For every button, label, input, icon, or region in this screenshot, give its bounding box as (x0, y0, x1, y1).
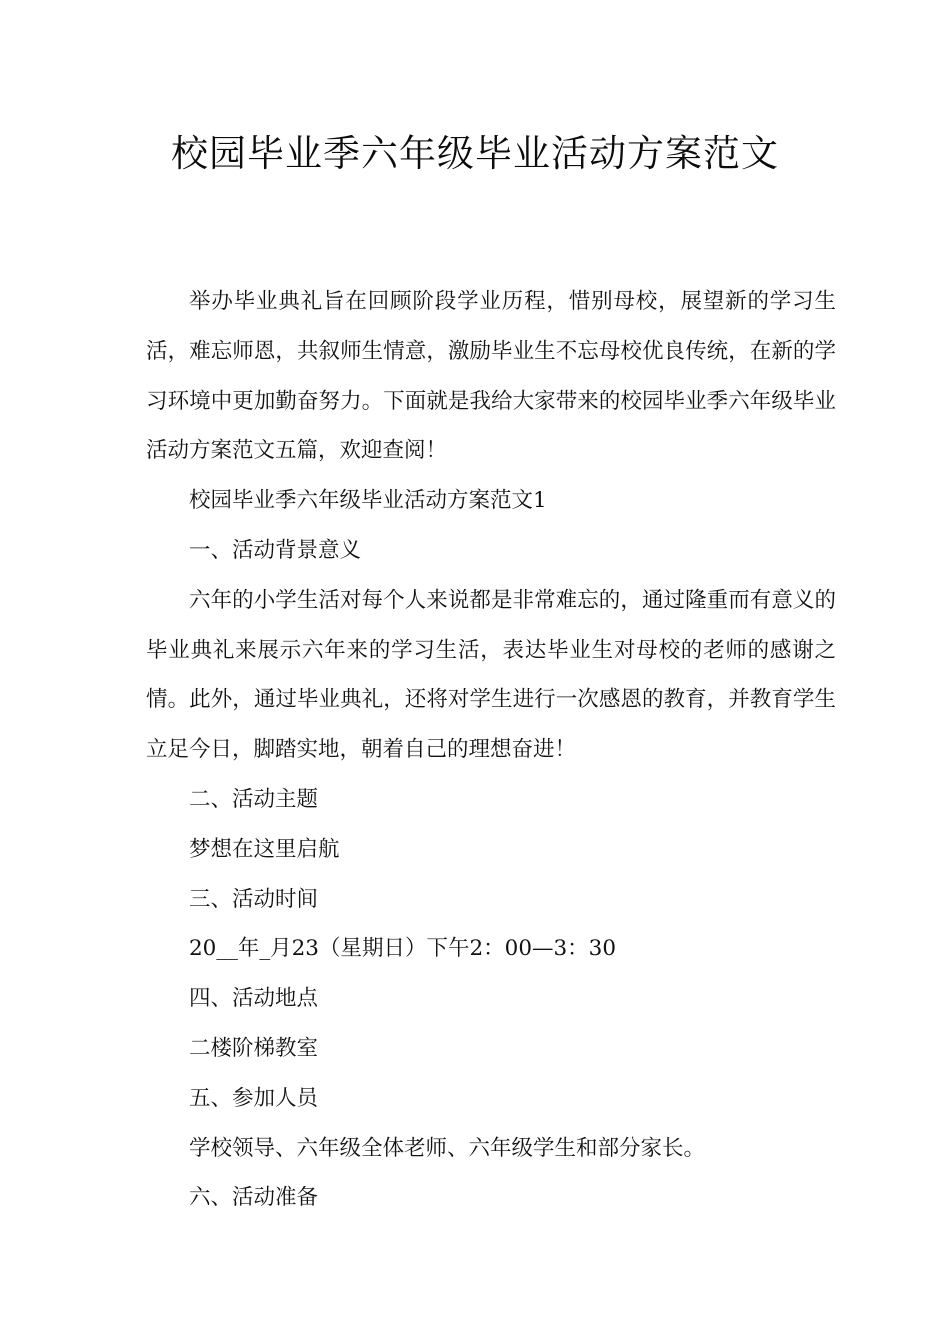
section-heading-location: 四、活动地点 (189, 986, 319, 1012)
location-text: 二楼阶梯教室 (189, 1035, 319, 1061)
article-subtitle: 校园毕业季六年级毕业活动方案范文1 (189, 488, 547, 514)
section-heading-background: 一、活动背景意义 (189, 537, 362, 563)
document-body (146, 277, 836, 1223)
section-heading-time: 三、活动时间 (189, 886, 319, 912)
theme-text: 梦想在这里启航 (189, 836, 340, 862)
participants-text: 学校领导、六年级全体老师、六年级学生和部分家长。 (189, 1135, 706, 1161)
section-heading-participants: 五、参加人员 (189, 1085, 319, 1111)
document-title: 校园毕业季六年级毕业活动方案范文 (171, 132, 779, 175)
section-heading-theme: 二、活动主题 (189, 786, 319, 812)
background-paragraph: 六年的小学生活对每个人来说都是非常难忘的，通过隆重而有意义的毕业典礼来展示六年来的学习生活，表达毕业生对母校的老师的感谢之情。此外，通过毕业典礼，还将对学生进行一次感恩的教育，并教育学生立足今日，脚踏实地，朝着自己的理想奋进！ (146, 587, 836, 763)
time-text: 20__年_月23（星期日）下午2：00—3：30 (189, 936, 617, 962)
section-heading-preparation: 六、活动准备 (189, 1185, 319, 1211)
intro-paragraph: 举办毕业典礼旨在回顾阶段学业历程，惜别母校，展望新的学习生活，难忘师恩，共叙师生情意，激励毕业生不忘母校优良传统，在新的学习环境中更加勤奋努力。下面就是我给大家带来的校园毕业季六年级毕业活动方案范文五篇，欢迎查阅！ (146, 289, 836, 464)
